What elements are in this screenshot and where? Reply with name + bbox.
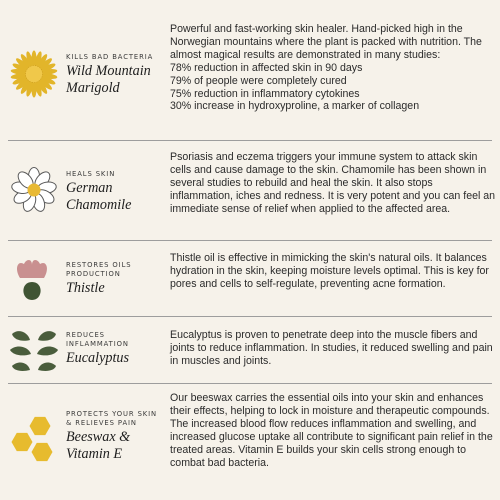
ingredient-name <box>66 63 166 97</box>
benefit-label: HEALS SKIN <box>66 170 116 178</box>
ingredient-label <box>66 410 166 463</box>
ingredient-row-eucalyptus <box>0 317 500 383</box>
ingredient-label <box>66 53 166 97</box>
ingredient-description <box>170 392 496 469</box>
study-result: 30% increase in hydroxyproline, a marker of collagen <box>170 100 420 113</box>
ingredient-name-line: Wild Mountain <box>66 63 151 79</box>
benefit-label: RESTORES OILS PRODUCTION <box>66 261 132 278</box>
ingredient-name-line: Chamomile <box>66 197 132 213</box>
description-text: Thistle oil is effective in mimicking the skin's natural oils. It balances hydration in the skin, keeping moisture levels optimal. This is key for pores and cells to self-regulate, preventing acne formation. <box>170 252 489 290</box>
ingredient-description <box>170 151 496 216</box>
ingredient-name <box>66 280 166 297</box>
honeycomb-icon <box>9 414 59 464</box>
ingredient-name-line: Marigold <box>66 80 120 96</box>
thistle-flower-icon <box>10 256 54 304</box>
ingredient-row-thistle <box>0 241 500 316</box>
ingredient-name <box>66 180 166 214</box>
ingredient-name-line: Thistle <box>66 280 105 296</box>
benefit-label: PROTECTS YOUR SKIN & RELIEVES PAIN <box>66 410 158 427</box>
marigold-flower-icon <box>10 50 58 98</box>
benefit-label: REDUCES INFLAMMATION <box>66 331 129 348</box>
benefit-label: KILLS BAD BACTERIA <box>66 53 154 61</box>
ingredient-row-marigold <box>0 0 500 134</box>
description-text: Our beeswax carries the essential oils into your skin and enhances their effects, helping to lock in moisture and therapeutic compounds. The increased blood flow reduces inflammation and swelling, and increased glucose uptake all contribute to significant pain relief in the treated areas. Vitamin E builds your skin cells strong enough to combat bad bacteria. <box>170 392 493 469</box>
ingredient-name-line: Eucalyptus <box>66 350 130 366</box>
ingredient-name-line: Vitamin E <box>66 446 123 462</box>
ingredient-name <box>66 350 166 367</box>
description-intro: Powerful and fast-working skin healer. Hand-picked high in the Norwegian mountains where the plant is packed with nutrition. The almost magical results are demonstrated in many studies: <box>170 23 482 61</box>
study-result: 75% reduction in inflammatory cytokines <box>170 87 360 100</box>
ingredient-name <box>66 429 166 463</box>
ingredient-label <box>66 261 166 297</box>
description-text: Eucalyptus is proven to penetrate deep into the muscle fibers and joints to reduce inflammation. In studies, it reduced swelling and pain in muscles and joints. <box>170 329 493 367</box>
ingredient-description <box>170 252 496 291</box>
eucalyptus-leaves-icon <box>8 326 60 374</box>
ingredient-name-line: Beeswax & <box>66 429 131 445</box>
ingredient-description <box>170 23 496 113</box>
ingredient-label <box>66 170 166 214</box>
ingredient-label <box>66 331 166 367</box>
ingredient-row-beeswax <box>0 384 500 500</box>
study-result: 78% reduction in affected skin in 90 days <box>170 61 363 74</box>
ingredient-name-line: German <box>66 180 113 196</box>
chamomile-flower-icon <box>10 166 58 214</box>
ingredient-row-chamomile <box>0 141 500 241</box>
study-result: 79% of people were completely cured <box>170 74 347 87</box>
description-text: Psoriasis and eczema triggers your immune system to attack skin cells and cause damage to the skin. Chamomile has been shown in several studies to rebuild and heal the skin. It also stops inflammation, iches and redness. It is very potent and you can feel an immediate sense of relief when applied to the affected area. <box>170 151 496 215</box>
ingredient-description <box>170 329 496 368</box>
